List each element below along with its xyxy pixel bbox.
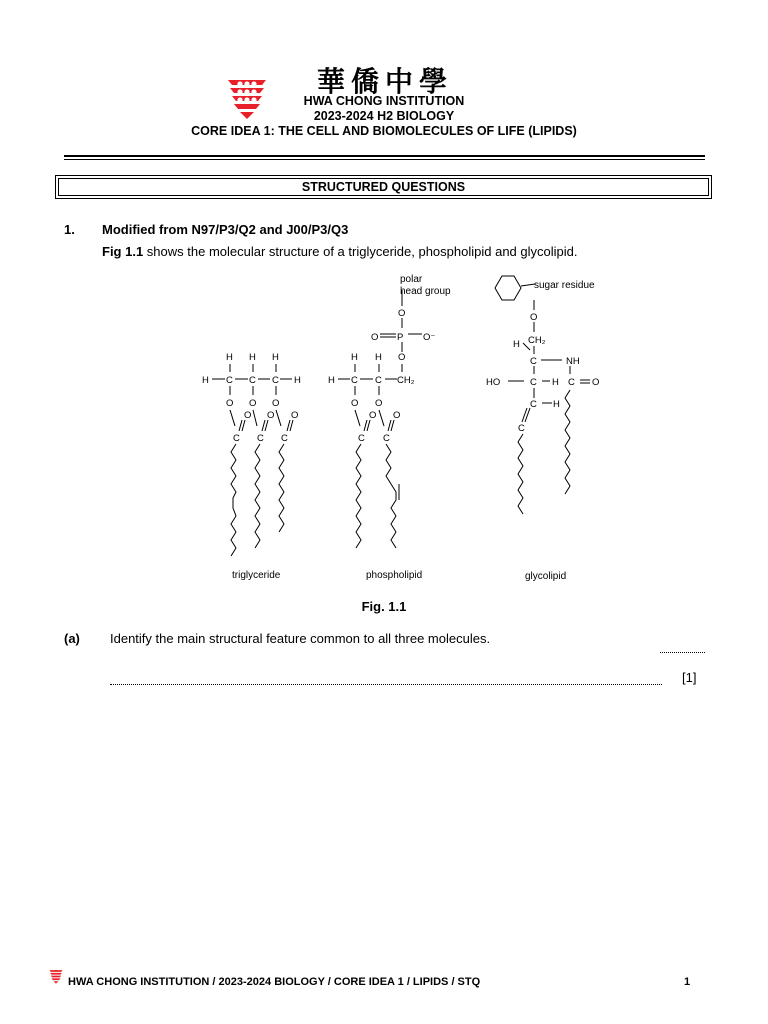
atom-label: O xyxy=(226,398,234,409)
atom-label: C xyxy=(518,423,525,434)
atom-label: H xyxy=(513,339,520,350)
atom-label: C xyxy=(249,375,256,386)
atom-label: O xyxy=(369,410,377,421)
atom-label: C xyxy=(530,377,537,388)
atom-label: H xyxy=(294,375,301,386)
footer-logo-icon xyxy=(48,968,64,984)
atom-label: O xyxy=(592,377,600,388)
atom-label: H xyxy=(226,352,233,363)
atom-label: C xyxy=(358,433,365,444)
atom-label: O xyxy=(398,352,406,363)
atom-label: O xyxy=(291,410,299,421)
atom-label: H xyxy=(328,375,335,386)
answer-line[interactable] xyxy=(110,684,662,685)
atom-label: C xyxy=(272,375,279,386)
polar-head-label-line1: polar xyxy=(400,274,423,285)
atom-label: O xyxy=(249,398,257,409)
atom-label: CH₂ xyxy=(528,335,546,346)
question-intro xyxy=(102,244,577,259)
atom-label: H xyxy=(351,352,358,363)
atom-label: CH₂ xyxy=(397,375,415,386)
answer-line-short[interactable] xyxy=(660,652,705,653)
atom-label: O xyxy=(351,398,359,409)
atom-label: C xyxy=(530,356,537,367)
atom-label: C xyxy=(351,375,358,386)
atom-label: O xyxy=(398,308,406,319)
part-a-marks: [1] xyxy=(682,670,697,685)
section-title: STRUCTURED QUESTIONS xyxy=(58,178,709,196)
atom-label: H xyxy=(375,352,382,363)
lipid-structures-figure xyxy=(190,266,630,596)
atom-label: H xyxy=(552,377,559,388)
atom-label: H xyxy=(249,352,256,363)
atom-label: O xyxy=(393,410,401,421)
atom-label: O⁻ xyxy=(423,332,436,343)
atom-label: O xyxy=(272,398,280,409)
atom-label: C xyxy=(530,399,537,410)
polar-head-label-line2: head group xyxy=(400,286,451,297)
sugar-residue-label: sugar residue xyxy=(534,280,595,291)
page-number: 1 xyxy=(684,976,691,988)
footer-text: HWA CHONG INSTITUTION / 2023-2024 BIOLOGY / CORE IDEA 1 / LIPIDS / STQ xyxy=(68,976,481,988)
phospholipid-label: phospholipid xyxy=(366,570,423,581)
atom-label: C xyxy=(383,433,390,444)
topic-title: CORE IDEA 1: THE CELL AND BIOMOLECULES OF LIFE (LIPIDS) xyxy=(191,124,577,138)
question-intro-text: shows the molecular structure of a triglyceride, phospholipid and glycolipid. xyxy=(143,244,578,259)
figure-reference: Fig 1.1 xyxy=(102,244,144,259)
atom-label: HO xyxy=(486,377,501,388)
atom-label: C xyxy=(226,375,233,386)
atom-label: C xyxy=(281,433,288,444)
question-source: Modified from N97/P3/Q2 and J00/P3/Q3 xyxy=(102,222,349,237)
question-number: 1. xyxy=(64,222,75,237)
atom-label: O xyxy=(530,312,538,323)
part-a-label: (a) xyxy=(64,631,80,646)
atom-label: C xyxy=(257,433,264,444)
school-chinese-name: 華僑中學 xyxy=(316,65,453,98)
year-subject: 2023-2024 H2 BIOLOGY xyxy=(313,109,455,123)
figure-caption: Fig. 1.1 xyxy=(361,599,407,614)
atom-label: H xyxy=(202,375,209,386)
atom-label: P xyxy=(397,332,404,343)
school-name: HWA CHONG INSTITUTION xyxy=(303,94,465,108)
atom-label: C xyxy=(233,433,240,444)
atom-label: O xyxy=(375,398,383,409)
atom-label: NH xyxy=(566,356,580,367)
header-divider-thick xyxy=(64,155,705,157)
atom-label: O xyxy=(267,410,275,421)
header-divider-thin xyxy=(64,159,705,160)
atom-label: O xyxy=(371,332,379,343)
atom-label: H xyxy=(553,399,560,410)
atom-label: H xyxy=(272,352,279,363)
atom-label: C xyxy=(568,377,575,388)
glycolipid-label: glycolipid xyxy=(525,571,567,582)
atom-label: C xyxy=(375,375,382,386)
triglyceride-label: triglyceride xyxy=(232,570,281,581)
atom-label: O xyxy=(244,410,252,421)
part-a-question: Identify the main structural feature common to all three molecules. xyxy=(110,631,491,646)
